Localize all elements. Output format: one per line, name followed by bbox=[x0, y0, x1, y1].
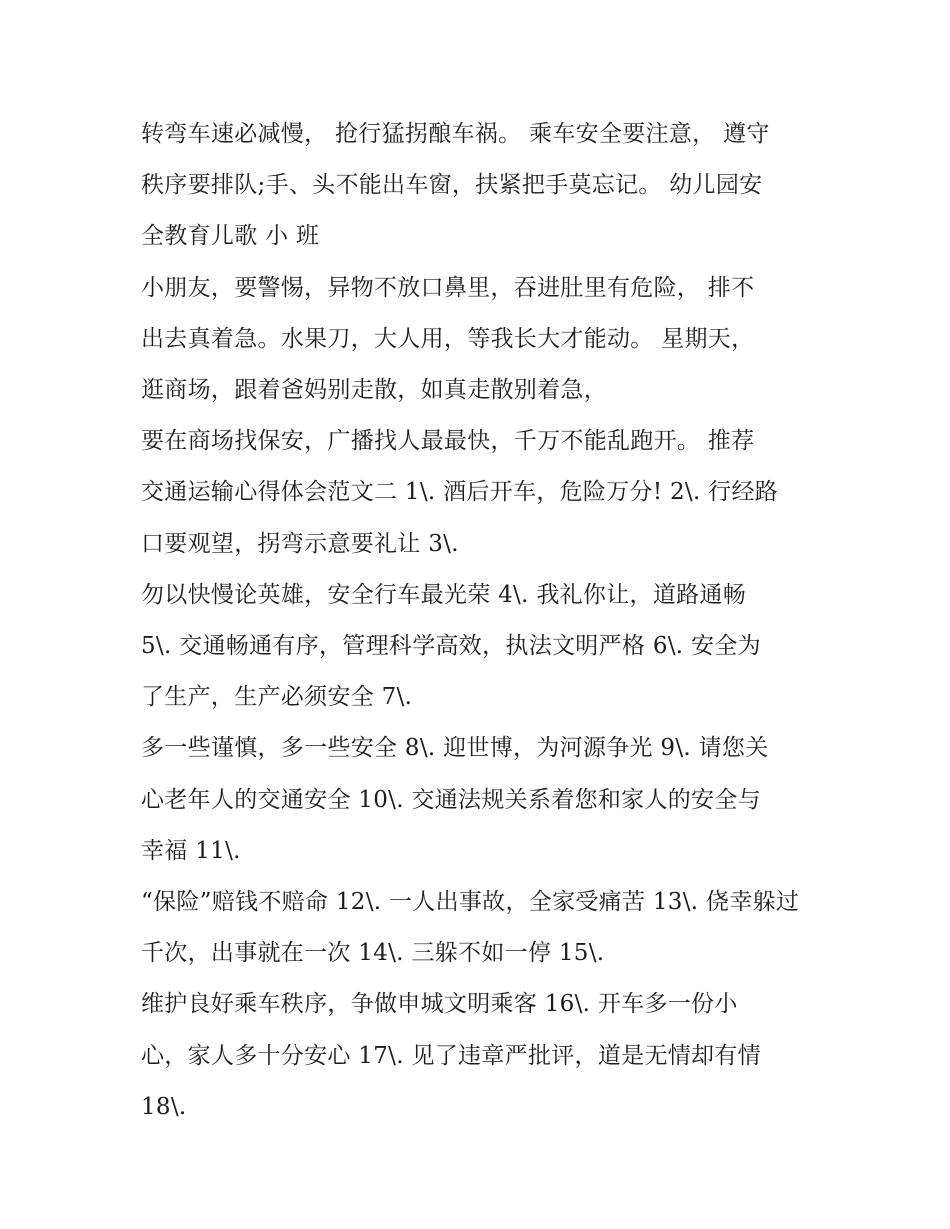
text-line: 出去真着急。水果刀，大人用，等我长大才能动。 星期天， bbox=[141, 325, 755, 352]
text-line: 勿以快慢论英雄，安全行车最光荣 4\. 我礼你让，道路通畅 bbox=[141, 581, 747, 608]
text-line: “保险”赔钱不赔命 12\. 一人出事故，全家受痛苦 13\. 侥幸躲过 bbox=[141, 889, 800, 916]
text-line: 逛商场，跟着爸妈别走散，如真走散别着急， bbox=[141, 377, 607, 404]
text-line: 要在商场找保安，广播找人最最快，千万不能乱跑开。 推荐 bbox=[141, 428, 755, 455]
text-line: 维护良好乘车秩序，争做申城文明乘客 16\. 开车多一份小 bbox=[141, 991, 738, 1018]
text-line: 转弯车速必减慢， 抢行猛拐酿车祸。 乘车安全要注意， 遵守 bbox=[141, 121, 770, 147]
text-line: 18\. bbox=[141, 1093, 187, 1120]
text-line: 全教育儿歌 小 班 bbox=[141, 223, 320, 250]
text-line: 5\. 交通畅通有序，管理科学高效，执法文明严格 6\. 安全为 bbox=[141, 633, 761, 660]
document-body bbox=[141, 109, 821, 1133]
text-line: 交通运输心得体会范文二 1\. 酒后开车，危险万分! 2\. 行经路 bbox=[141, 479, 779, 506]
text-line: 秩序要排队;手、头不能出车窗，扶紧把手莫忘记。 幼儿园安 bbox=[141, 172, 763, 199]
text-line: 心，家人多十分安心 17\. 见了违章严批评，道是无情却有情 bbox=[141, 1042, 761, 1069]
text-line: 千次，出事就在一次 14\. 三躲不如一停 15\. bbox=[141, 940, 605, 967]
text-line: 心老年人的交通安全 10\. 交通法规关系着您和家人的安全与 bbox=[141, 786, 761, 813]
text-line: 多一些谨慎，多一些安全 8\. 迎世博，为河源争光 9\. 请您关 bbox=[141, 735, 769, 762]
text-line: 幸福 11\. bbox=[141, 837, 241, 864]
text-line: 了生产，生产必须安全 7\. bbox=[141, 684, 413, 711]
text-line: 小朋友，要警惕，异物不放口鼻里，吞进肚里有危险， 排不 bbox=[141, 274, 755, 301]
text-line: 口要观望，拐弯示意要礼让 3\. bbox=[141, 530, 459, 557]
